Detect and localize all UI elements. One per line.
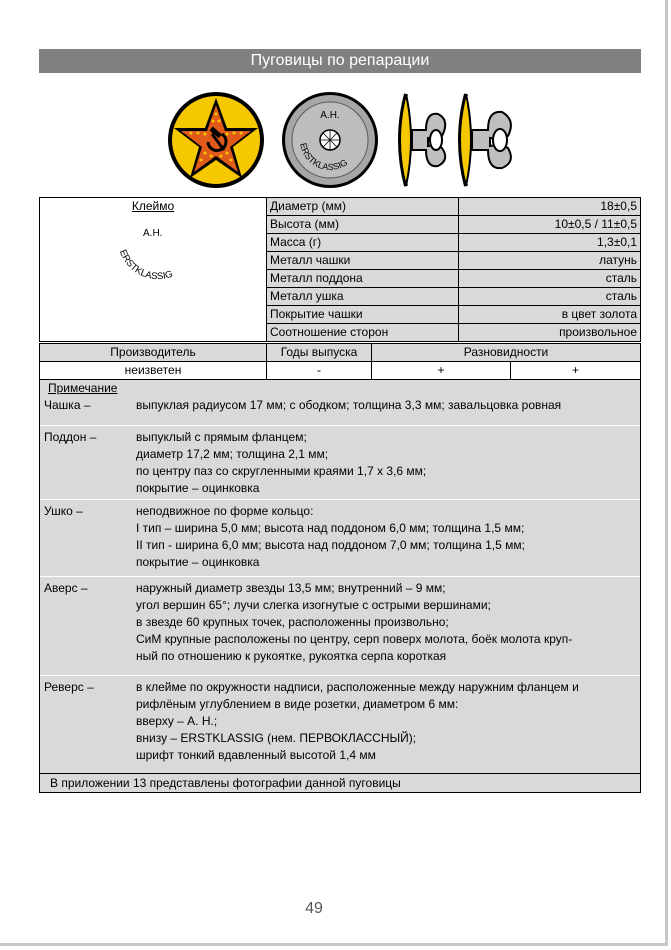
notes-title: Примечание: [48, 381, 118, 395]
variant-1-value: +: [372, 362, 511, 380]
years-value: -: [267, 362, 372, 380]
note-line: в звезде 60 крупных точек, расположенны произвольно;: [136, 615, 449, 629]
spec-value: 1,3±0,1: [459, 234, 641, 252]
spec-value: произвольное: [459, 324, 641, 342]
manufacturer-header: Производитель: [40, 344, 267, 362]
note-line: покрытие – оцинковка: [136, 555, 260, 569]
note-line: диаметр 17,2 мм; толщина 2,1 мм;: [136, 447, 329, 461]
note-label: Чашка –: [44, 398, 91, 412]
note-line: рифлёным углублением в виде розетки, диаметром 6 мм:: [136, 697, 459, 711]
note-line: вверху – А. Н.;: [136, 714, 218, 728]
spec-label: Масса (г): [267, 234, 459, 252]
spec-value: 18±0,5: [459, 198, 641, 216]
star-hammer-sickle-button-icon: [166, 90, 266, 190]
button-images: [0, 90, 671, 190]
spec-label: Диаметр (мм): [267, 198, 459, 216]
note-line: угол вершин 65°; лучи слегка изогнутые с острыми вершинами;: [136, 598, 491, 612]
page-title: Пуговицы по репарации: [39, 49, 641, 73]
note-line: покрытие – оцинковка: [136, 481, 260, 495]
stamp-cell: [40, 198, 267, 342]
note-label: Поддон –: [44, 430, 97, 444]
manufacturer-value: неизветен: [40, 362, 267, 380]
spec-label: Соотношение сторон: [267, 324, 459, 342]
note-label: Ушко –: [44, 504, 83, 518]
note-text: [136, 397, 636, 414]
revers-button-icon: [280, 90, 380, 190]
side-view-type2-icon: [452, 90, 518, 190]
spec-label: Покрытие чашки: [267, 306, 459, 324]
note-line: СиМ крупные расположены по центру, серп поверх молота, боёк молота круп-: [136, 632, 573, 646]
note-line: внизу – ERSTKLASSIG (нем. ПЕРВОКЛАССНЫЙ);: [136, 731, 417, 745]
side-view-type1-icon: [392, 90, 452, 190]
note-row-tray: [40, 425, 640, 498]
spec-value: в цвет золота: [459, 306, 641, 324]
note-label: Реверс –: [44, 680, 94, 694]
years-header: Годы выпуска: [267, 344, 372, 362]
spec-value: 10±0,5 / 11±0,5: [459, 216, 641, 234]
spec-label: Металл ушка: [267, 288, 459, 306]
note-line: шрифт тонкий вдавленный высотой 1,4 мм: [136, 748, 376, 762]
note-line: выпуклая радиусом 17 мм; с ободком; толщина 3,3 мм; завальцовка ровная: [136, 398, 562, 412]
note-row-revers: [40, 675, 640, 772]
note-text: [136, 580, 636, 665]
production-table: [39, 343, 641, 380]
stamp-drawing: [43, 215, 263, 335]
svg-text:ERSTKLASSIG: [117, 248, 174, 282]
note-line: выпуклый с прямым фланцем;: [136, 430, 307, 444]
spec-value: сталь: [459, 270, 641, 288]
note-line: неподвижное по форме кольцо:: [136, 504, 314, 518]
page-number: 49: [305, 900, 323, 917]
specs-table: [39, 197, 641, 342]
note-text: [136, 503, 636, 571]
note-text: [136, 679, 636, 764]
spec-label: Металл поддона: [267, 270, 459, 288]
spec-label: Высота (мм): [267, 216, 459, 234]
note-line: наружный диаметр звезды 13,5 мм; внутренний – 9 мм;: [136, 581, 446, 595]
note-label: Аверс –: [44, 581, 88, 595]
stamp-arc-text: [113, 240, 203, 300]
appendix-note: В приложении 13 представлены фотографии данной пуговицы: [39, 774, 641, 793]
note-line: I тип – ширина 5,0 мм; высота над поддоном 6,0 мм; толщина 1,5 мм;: [136, 521, 525, 535]
variants-header: Разновидности: [372, 344, 641, 362]
note-line: II тип - ширина 6,0 мм; высота над поддоном 7,0 мм; толщина 1,5 мм;: [136, 538, 525, 552]
svg-text:А.Н.: А.Н.: [320, 110, 340, 121]
spec-value: латунь: [459, 252, 641, 270]
spec-label: Металл чашки: [267, 252, 459, 270]
stamp-label: Клеймо: [131, 199, 175, 213]
svg-text:ERSTKLASSIG: ERSTKLASSIG: [298, 141, 350, 173]
spec-value: сталь: [459, 288, 641, 306]
note-row-avers: [40, 576, 640, 669]
note-line: по центру паз со скругленными краями 1,7 х 3,6 мм;: [136, 464, 427, 478]
note-line: ный по отношению к рукоятке, рукоятка серпа короткая: [136, 649, 447, 663]
stamp-top-text: А.Н.: [143, 228, 163, 239]
note-row-shank: [40, 499, 640, 574]
note-text: [136, 429, 636, 497]
note-line: в клейме по окружности надписи, расположенные между наружним фланцем и: [136, 680, 579, 694]
stamp-arc-textpath: ERSTKLASSIG: [116, 248, 175, 283]
variant-2-value: +: [511, 362, 641, 380]
notes-section: [39, 379, 641, 774]
